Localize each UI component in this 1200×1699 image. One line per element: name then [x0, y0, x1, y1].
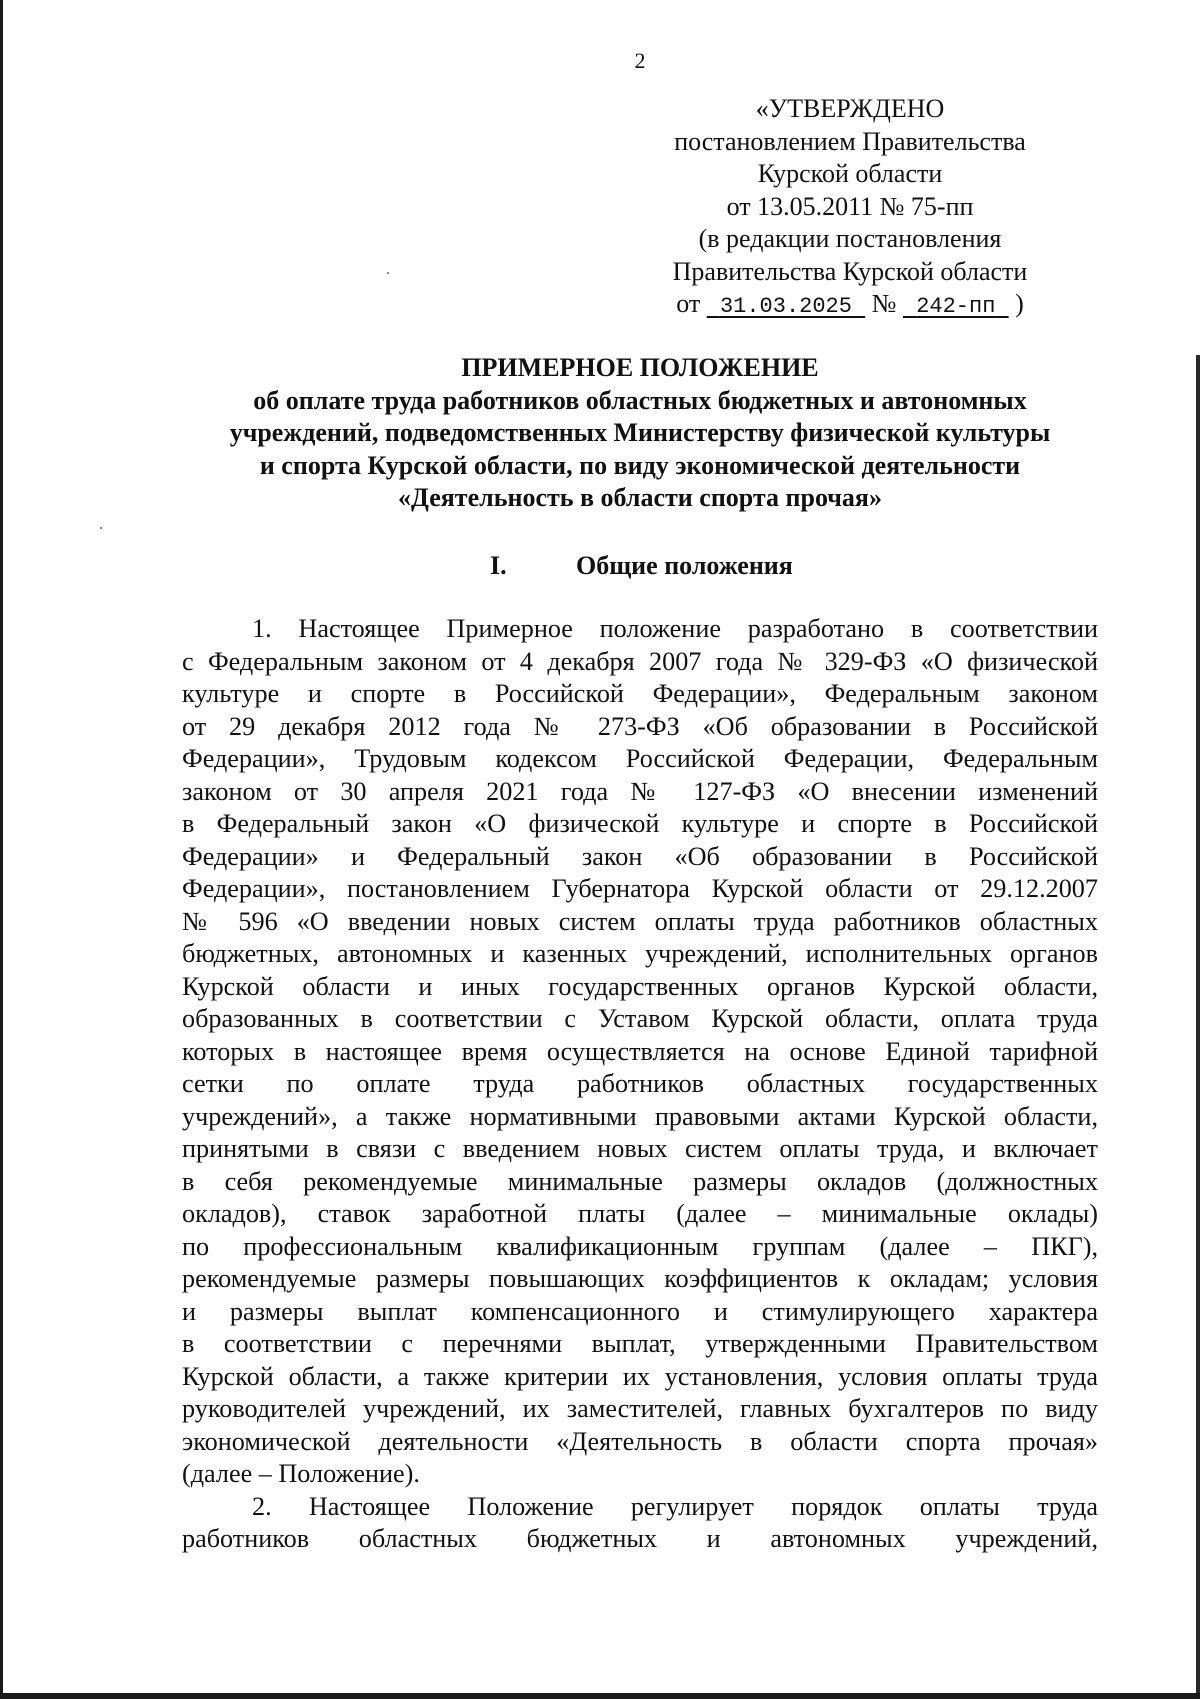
title-line: «Деятельность в области спорта прочая» — [398, 483, 882, 512]
body-line: рекомендуемые размеры повышающих коэффициентов к окладам; условия — [182, 1264, 1098, 1293]
body-line: руководителей учреждений, их заместителей, главных бухгалтеров по виду — [182, 1394, 1098, 1423]
document-title — [160, 352, 1120, 515]
edition-number-sign: № — [871, 289, 897, 318]
scan-edge-bottom — [0, 1693, 1200, 1699]
body-line: Федерации» и Федеральный закон «Об образовании в Российской — [182, 841, 1098, 871]
body-line: и размеры выплат компенсационного и стимулирующего характера — [182, 1296, 1098, 1326]
body-line: № 596 «О введении новых систем оплаты труда работников областных — [182, 906, 1098, 936]
approval-line: Правительства Курской области — [672, 256, 1028, 286]
title-line: учреждений, подведомственных Министерству физической культуры — [229, 418, 1051, 447]
body-line: в соответствии с перечнями выплат, утвержденными Правительством — [182, 1329, 1098, 1358]
body-line: экономической деятельности «Деятельность в области спорта прочая» — [182, 1426, 1098, 1456]
body-line: (далее – Положение). — [182, 1459, 420, 1488]
approval-line: (в редакции постановления — [698, 224, 1002, 253]
edition-close: ) — [1015, 289, 1024, 318]
section-heading — [490, 551, 890, 581]
scan-speck — [100, 527, 102, 529]
edition-reference — [640, 288, 1060, 324]
body-text — [182, 613, 1098, 1556]
approval-line: «УТВЕРЖДЕНО — [755, 94, 945, 123]
approval-line: постановлением Правительства — [674, 126, 1026, 156]
body-line: образованных в соответствии с Уставом Курской области, оплата труда — [182, 1004, 1098, 1033]
title-line: и спорта Курской области, по виду экономической деятельности — [259, 450, 1021, 480]
body-line: законом от 30 апреля 2021 года № 127-ФЗ «О внесении изменений — [182, 776, 1098, 806]
edition-number: 242-пп — [916, 294, 996, 319]
body-line: в себя рекомендуемые минимальные размеры окладов (должностных — [182, 1166, 1098, 1196]
edition-prefix: от — [676, 289, 701, 318]
body-line: 2. Настоящее Положение регулирует порядок оплаты труда — [252, 1491, 1098, 1521]
body-line: которых в настоящее время осуществляется на основе Единой тарифной — [182, 1036, 1098, 1066]
body-line: принятыми в связи с введением новых систем оплаты труда, и включает — [182, 1134, 1098, 1163]
body-line: от 29 декабря 2012 года № 273-ФЗ «Об образовании в Российской — [182, 711, 1098, 741]
body-line: работников областных бюджетных и автономных учреждений, — [182, 1524, 1098, 1553]
section-title: Общие положения — [576, 551, 793, 580]
edition-date: 31.03.2025 — [719, 294, 852, 319]
body-line: Курской области и иных государственных органов Курской области, — [182, 971, 1098, 1001]
approval-line: от 13.05.2011 № 75-пп — [726, 191, 974, 221]
scan-speck — [387, 272, 389, 274]
body-line: учреждений», а также нормативными правовыми актами Курской области, — [182, 1101, 1098, 1131]
body-line: Федерации», Трудовым кодексом Российской Федерации, Федеральным — [182, 744, 1098, 773]
body-line: бюджетных, автономных и казенных учреждений, исполнительных органов — [182, 939, 1098, 968]
section-number: I. — [490, 551, 507, 580]
body-line: по профессиональным квалификационным группам (далее – ПКГ), — [182, 1231, 1098, 1261]
body-line: Федерации», постановлением Губернатора Курской области от 29.12.2007 — [182, 874, 1098, 903]
approval-stamp — [640, 93, 1060, 324]
page-number: 2 — [634, 48, 646, 73]
body-line: Курской области, а также критерии их установления, условия оплаты труда — [182, 1361, 1098, 1391]
approval-line: Курской области — [757, 159, 943, 188]
body-line: в Федеральный закон «О физической культуре и спорте в Российской — [182, 809, 1098, 838]
body-line: сетки по оплате труда работников областных государственных — [182, 1069, 1098, 1098]
title-main: ПРИМЕРНОЕ ПОЛОЖЕНИЕ — [461, 353, 819, 382]
body-line: 1. Настоящее Примерное положение разработано в соответствии — [252, 614, 1098, 643]
scan-edge-left — [0, 0, 3, 1699]
body-line: с Федеральным законом от 4 декабря 2007 года № 329-ФЗ «О физической — [182, 646, 1098, 676]
title-line: об оплате труда работников областных бюджетных и автономных — [253, 385, 1027, 415]
body-line: культуре и спорте в Российской Федерации», Федеральным законом — [182, 679, 1098, 708]
scan-edge-right — [1196, 355, 1200, 1699]
body-line: окладов), ставок заработной платы (далее – минимальные оклады) — [182, 1199, 1098, 1228]
